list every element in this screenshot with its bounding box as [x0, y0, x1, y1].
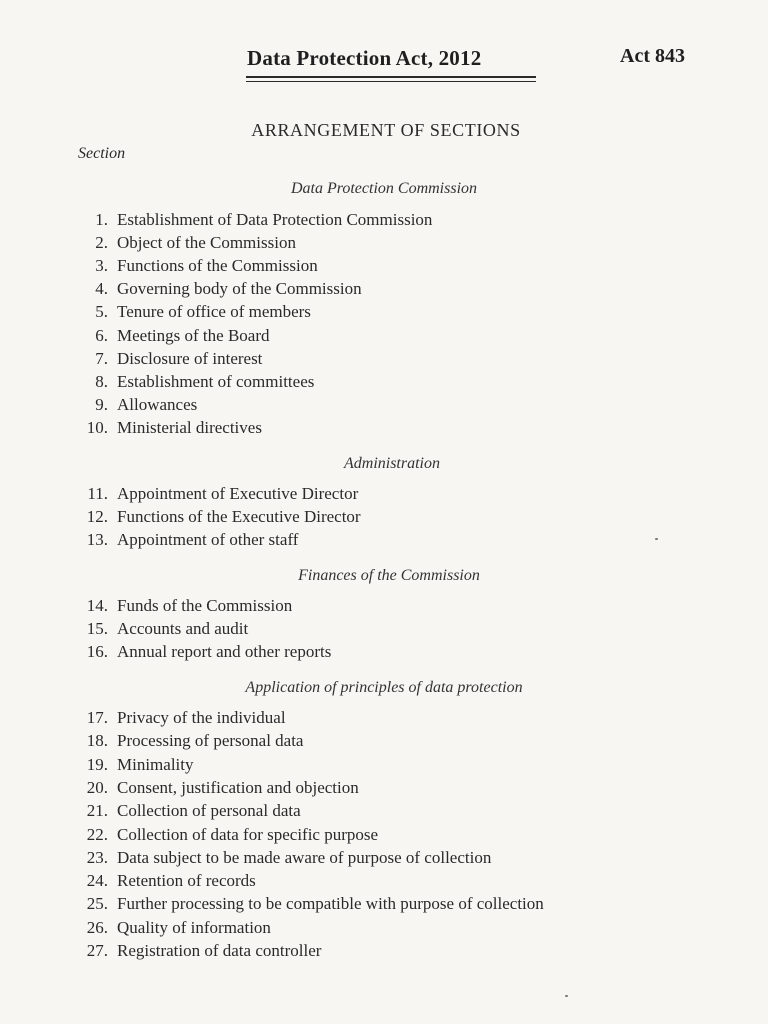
section-number: 2. [95, 233, 108, 253]
group-heading: Finances of the Commission [298, 567, 480, 584]
section-title: Object of the Commission [117, 233, 296, 253]
toc-entry [0, 755, 700, 777]
act-number: Act 843 [620, 45, 685, 67]
section-number: 24. [86, 871, 108, 891]
section-title: Functions of the Commission [117, 256, 318, 276]
section-title: Funds of the Commission [117, 596, 293, 615]
toc-entry [0, 708, 700, 730]
group-heading: Administration [343, 455, 440, 472]
title-underline [246, 76, 536, 78]
section-title: Accounts and audit [117, 618, 249, 638]
section-number: 8. [95, 371, 108, 391]
section-number: 25. [86, 894, 108, 914]
section-title: Privacy of the individual [117, 708, 286, 727]
toc-entry [0, 941, 700, 963]
section-number: 23. [86, 847, 108, 867]
toc-entry [0, 507, 700, 529]
section-title: Processing of personal data [117, 731, 304, 751]
section-title: Establishment of committees [117, 371, 315, 391]
toc-entry [0, 349, 700, 371]
toc-entry [0, 596, 700, 618]
section-number: 21. [86, 801, 108, 821]
section-title: Annual report and other reports [117, 641, 332, 661]
section-title: Disclosure of interest [117, 348, 263, 368]
section-number: 7. [95, 348, 108, 368]
section-title: Meetings of the Board [117, 325, 270, 345]
section-title: Quality of information [117, 917, 271, 937]
group-heading: Data Protection Commission [290, 180, 478, 197]
section-title: Governing body of the Commission [117, 279, 362, 299]
section-title: Tenure of office of members [117, 302, 311, 322]
section-title: Minimality [117, 754, 194, 774]
section-title: Functions of the Executive Director [117, 507, 361, 526]
section-number: 9. [95, 394, 108, 414]
section-number: 1. [95, 210, 108, 229]
toc-entry [0, 372, 700, 394]
act-title: Data Protection Act, 2012 [247, 46, 482, 70]
section-title: Further processing to be compatible with purpose of collection [117, 894, 544, 914]
toc-entry [0, 731, 700, 753]
toc-entry [0, 418, 700, 440]
section-column-label: Section [78, 145, 126, 162]
section-title: Consent, justification and objection [117, 777, 359, 797]
scan-speck [655, 538, 658, 540]
section-number: 22. [86, 824, 108, 844]
toc-entry [0, 642, 700, 664]
scan-speck [565, 995, 568, 997]
section-title: Establishment of Data Protection Commission [117, 210, 433, 229]
section-title: Registration of data controller [117, 941, 322, 960]
toc-entry [0, 918, 700, 940]
toc-entry [0, 256, 700, 278]
toc-entry [0, 778, 700, 800]
toc-entry [0, 302, 700, 324]
toc-entry [0, 619, 700, 641]
section-title: Appointment of other staff [117, 530, 299, 549]
section-number: 17. [86, 708, 108, 727]
section-title: Collection of personal data [117, 801, 301, 821]
section-title: Allowances [117, 394, 198, 414]
arrangement-title: ARRANGEMENT OF SECTIONS [251, 120, 521, 140]
section-number: 6. [95, 325, 108, 345]
toc-entry [0, 484, 700, 506]
section-number: 11. [87, 484, 108, 503]
section-title: Collection of data for specific purpose [117, 824, 379, 844]
section-number: 18. [86, 731, 108, 751]
section-number: 10. [86, 417, 108, 437]
section-number: 4. [95, 279, 108, 299]
toc-entry [0, 848, 700, 870]
section-number: 20. [86, 777, 108, 797]
toc-entry [0, 801, 700, 823]
section-number: 14. [86, 596, 108, 615]
toc-entry [0, 210, 700, 232]
section-number: 3. [95, 256, 108, 276]
section-title: Ministerial directives [117, 417, 262, 437]
section-number: 27. [86, 941, 108, 960]
section-number: 15. [86, 618, 108, 638]
section-number: 26. [86, 917, 108, 937]
toc-entry [0, 395, 700, 417]
toc-entry [0, 894, 700, 916]
section-number: 13. [86, 530, 108, 549]
toc-entry [0, 871, 700, 893]
toc-entry [0, 530, 700, 552]
title-underline-thin [246, 81, 536, 82]
group-heading: Application of principles of data protection [245, 679, 523, 696]
section-number: 19. [86, 754, 108, 774]
toc-entry [0, 825, 700, 847]
section-title: Retention of records [117, 871, 256, 891]
section-number: 5. [95, 302, 108, 322]
toc-entry [0, 279, 700, 301]
section-number: 16. [86, 641, 108, 661]
section-title: Data subject to be made aware of purpose of collection [117, 847, 492, 867]
section-number: 12. [86, 507, 108, 526]
toc-entry [0, 233, 700, 255]
section-title: Appointment of Executive Director [117, 484, 359, 503]
toc-entry [0, 326, 700, 348]
